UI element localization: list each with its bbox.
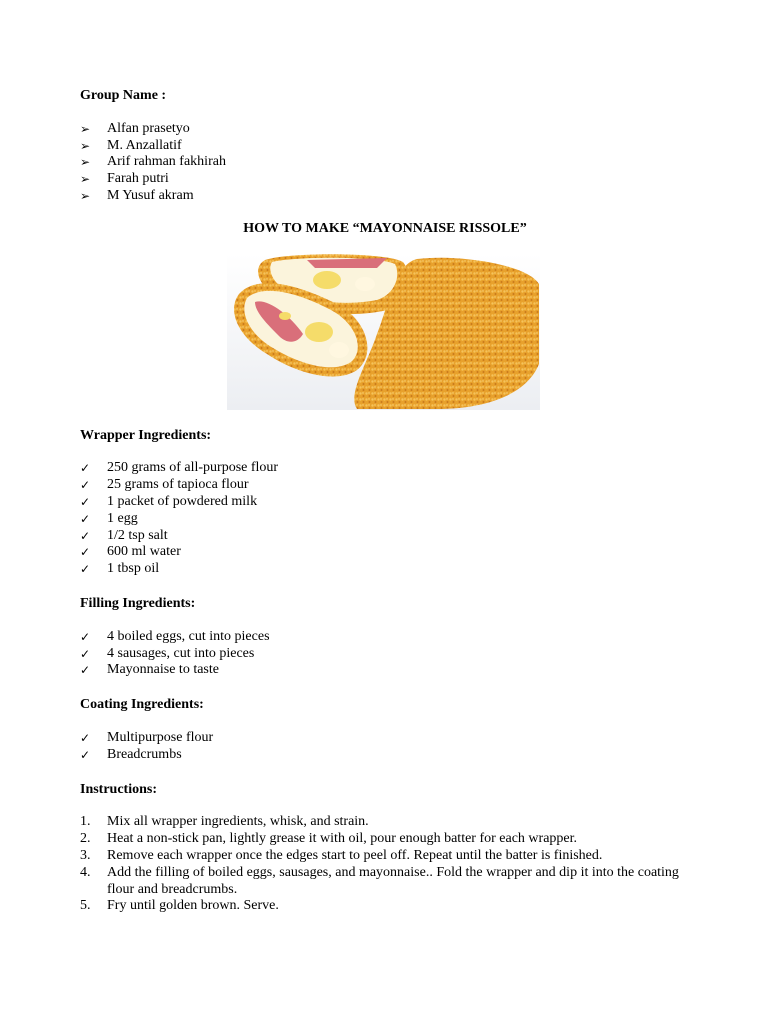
- check-bullet-icon: ✓: [80, 545, 91, 560]
- check-bullet-icon: ✓: [80, 494, 91, 509]
- list-item: ➢ Arif rahman fakhirah: [80, 154, 226, 170]
- list-item: ✓ 250 grams of all-purpose flour: [80, 460, 279, 476]
- list-item: ✓ 4 sausages, cut into pieces: [80, 645, 255, 661]
- list-item: ➢ M. Anzallatif: [80, 137, 182, 153]
- list-item: ✓ Mayonnaise to taste: [80, 662, 219, 678]
- list-item: 5. Fry until golden brown. Serve.: [80, 898, 279, 914]
- rissole-photo: [227, 254, 540, 410]
- wrapper-ingredient-list: [80, 460, 690, 578]
- list-item: ✓ 1 tbsp oil: [80, 561, 160, 577]
- list-item: ✓ 25 grams of tapioca flour: [80, 477, 249, 493]
- check-bullet-icon: ✓: [80, 663, 91, 678]
- list-item: ✓ Breadcrumbs: [80, 746, 182, 762]
- step-number: 1.: [80, 814, 91, 830]
- instructions-section: [80, 782, 690, 916]
- list-item: ✓ 1 egg: [80, 510, 138, 526]
- rissole-image: [227, 254, 540, 410]
- filling-heading: Filling Ingredients:: [80, 595, 196, 611]
- instructions-heading: Instructions:: [80, 781, 158, 797]
- wrapper-section: [80, 428, 690, 578]
- list-item: 2. Heat a non-stick pan, lightly grease it with oil, pour enough batter for each wrapper.: [80, 831, 578, 847]
- check-bullet-icon: ✓: [80, 747, 91, 762]
- check-bullet-icon: ✓: [80, 629, 91, 644]
- check-bullet-icon: ✓: [80, 562, 91, 577]
- check-bullet-icon: ✓: [80, 646, 91, 661]
- list-item: 3. Remove each wrapper once the edges start to peel off. Repeat until the batter is finished.: [80, 847, 603, 863]
- group-heading: Group Name :: [80, 88, 167, 103]
- step-number: 4.: [80, 864, 91, 880]
- arrow-bullet-icon: ➢: [80, 155, 91, 170]
- step-number: 5.: [80, 898, 91, 914]
- list-item: 1. Mix all wrapper ingredients, whisk, and strain.: [80, 814, 369, 830]
- list-item: ✓ 4 boiled eggs, cut into pieces: [80, 628, 270, 644]
- list-item: ➢ Farah putri: [80, 171, 169, 187]
- list-item: ✓ 1 packet of powdered milk: [80, 493, 258, 509]
- coating-section: [80, 697, 690, 763]
- arrow-bullet-icon: ➢: [80, 121, 91, 136]
- instruction-list: [80, 814, 690, 915]
- document-title: HOW TO MAKE “MAYONNAISE RISSOLE”: [243, 220, 527, 236]
- list-item: ➢ Alfan prasetyo: [80, 120, 190, 136]
- step-number: 2.: [80, 831, 91, 847]
- check-bullet-icon: ✓: [80, 478, 91, 493]
- arrow-bullet-icon: ➢: [80, 172, 91, 187]
- coating-heading: Coating Ingredients:: [80, 697, 204, 713]
- group-member-list: [80, 121, 690, 205]
- list-item: ➢ M Yusuf akram: [80, 187, 194, 203]
- list-item: ✓ 1/2 tsp salt: [80, 527, 168, 543]
- list-item: 4. Add the filling of boiled eggs, sausages, and mayonnaise.. Fold the wrapper and dip it into the coating flour and breadcrumbs.: [80, 864, 679, 897]
- check-bullet-icon: ✓: [80, 511, 91, 526]
- coating-ingredient-list: [80, 730, 690, 764]
- check-bullet-icon: ✓: [80, 730, 91, 745]
- check-bullet-icon: ✓: [80, 528, 91, 543]
- check-bullet-icon: ✓: [80, 461, 91, 476]
- filling-ingredient-list: [80, 629, 690, 679]
- list-item: ✓ Multipurpose flour: [80, 729, 214, 745]
- list-item: ✓ 600 ml water: [80, 544, 181, 560]
- arrow-bullet-icon: ➢: [80, 138, 91, 153]
- step-number: 3.: [80, 847, 91, 863]
- wrapper-heading: Wrapper Ingredients:: [80, 427, 212, 443]
- filling-section: [80, 596, 690, 679]
- document-page: [80, 88, 690, 915]
- arrow-bullet-icon: ➢: [80, 188, 91, 203]
